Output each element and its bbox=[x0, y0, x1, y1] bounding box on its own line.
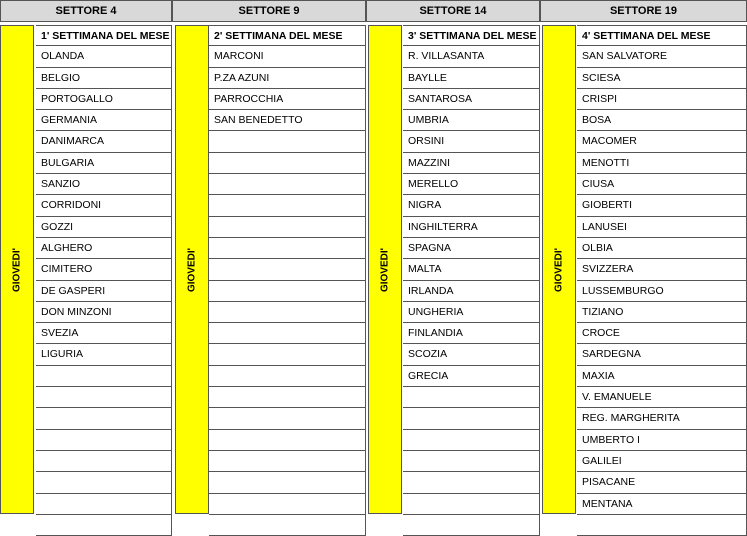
street-row bbox=[36, 366, 172, 387]
street-row: MERELLO bbox=[403, 174, 540, 195]
street-row bbox=[36, 494, 172, 515]
street-row: BULGARIA bbox=[36, 153, 172, 174]
street-list bbox=[403, 25, 540, 536]
street-row: MENOTTI bbox=[577, 153, 747, 174]
street-row: P.ZA AZUNI bbox=[209, 68, 366, 89]
street-row: LUSSEMBURGO bbox=[577, 281, 747, 302]
street-row: SCOZIA bbox=[403, 344, 540, 365]
street-row: R. VILLASANTA bbox=[403, 46, 540, 67]
street-row bbox=[209, 430, 366, 451]
street-row: MARCONI bbox=[209, 46, 366, 67]
street-row: BAYLLE bbox=[403, 68, 540, 89]
street-row: DE GASPERI bbox=[36, 281, 172, 302]
sector-header: SETTORE 19 bbox=[540, 0, 747, 22]
street-row bbox=[403, 387, 540, 408]
street-row bbox=[403, 430, 540, 451]
street-row bbox=[403, 494, 540, 515]
street-row bbox=[209, 366, 366, 387]
sector-header: SETTORE 14 bbox=[366, 0, 540, 22]
street-row: CORRIDONI bbox=[36, 195, 172, 216]
street-row: NIGRA bbox=[403, 195, 540, 216]
street-row: V. EMANUELE bbox=[577, 387, 747, 408]
week-header: 1' SETTIMANA DEL MESE bbox=[36, 25, 172, 46]
street-row: ALGHERO bbox=[36, 238, 172, 259]
street-row: SPAGNA bbox=[403, 238, 540, 259]
street-row: TIZIANO bbox=[577, 302, 747, 323]
street-row: GERMANIA bbox=[36, 110, 172, 131]
day-label-bar bbox=[175, 25, 209, 514]
day-label: GIOVEDI' bbox=[11, 247, 23, 292]
street-row: BELGIO bbox=[36, 68, 172, 89]
day-label: GIOVEDI' bbox=[553, 247, 565, 292]
week-header: 2' SETTIMANA DEL MESE bbox=[209, 25, 366, 46]
street-row: UMBERTO I bbox=[577, 430, 747, 451]
street-row: CROCE bbox=[577, 323, 747, 344]
street-row: MENTANA bbox=[577, 494, 747, 515]
street-row bbox=[209, 323, 366, 344]
street-list bbox=[577, 25, 747, 536]
street-row bbox=[209, 281, 366, 302]
street-row: UNGHERIA bbox=[403, 302, 540, 323]
street-row bbox=[209, 259, 366, 280]
street-row bbox=[209, 302, 366, 323]
street-row bbox=[209, 451, 366, 472]
day-label-bar bbox=[0, 25, 34, 514]
street-row bbox=[209, 494, 366, 515]
street-row bbox=[403, 451, 540, 472]
street-row: PORTOGALLO bbox=[36, 89, 172, 110]
street-row: MALTA bbox=[403, 259, 540, 280]
street-row bbox=[36, 515, 172, 536]
street-row bbox=[209, 238, 366, 259]
sector-header: SETTORE 9 bbox=[172, 0, 366, 22]
street-row bbox=[403, 472, 540, 493]
street-row bbox=[36, 451, 172, 472]
street-row: LIGURIA bbox=[36, 344, 172, 365]
street-row: CIUSA bbox=[577, 174, 747, 195]
street-row: UMBRIA bbox=[403, 110, 540, 131]
street-row: IRLANDA bbox=[403, 281, 540, 302]
street-row bbox=[36, 387, 172, 408]
street-row bbox=[403, 515, 540, 536]
street-row bbox=[209, 131, 366, 152]
street-row: INGHILTERRA bbox=[403, 217, 540, 238]
street-row: DANIMARCA bbox=[36, 131, 172, 152]
street-row: MAZZINI bbox=[403, 153, 540, 174]
street-row: GRECIA bbox=[403, 366, 540, 387]
street-row: OLANDA bbox=[36, 46, 172, 67]
week-header: 3' SETTIMANA DEL MESE bbox=[403, 25, 540, 46]
street-row: PISACANE bbox=[577, 472, 747, 493]
street-row: GOZZI bbox=[36, 217, 172, 238]
street-row: SANTAROSA bbox=[403, 89, 540, 110]
street-row: ORSINI bbox=[403, 131, 540, 152]
street-row: SAN BENEDETTO bbox=[209, 110, 366, 131]
street-row bbox=[209, 344, 366, 365]
street-row bbox=[209, 515, 366, 536]
street-row: DON MINZONI bbox=[36, 302, 172, 323]
street-row bbox=[403, 408, 540, 429]
day-label-bar bbox=[368, 25, 402, 514]
street-row: SANZIO bbox=[36, 174, 172, 195]
street-row: SAN SALVATORE bbox=[577, 46, 747, 67]
street-list bbox=[209, 25, 366, 536]
street-row bbox=[209, 387, 366, 408]
street-row bbox=[209, 174, 366, 195]
street-row bbox=[577, 515, 747, 536]
day-label: GIOVEDI' bbox=[186, 247, 198, 292]
street-row bbox=[36, 472, 172, 493]
street-row: MACOMER bbox=[577, 131, 747, 152]
day-label-bar bbox=[542, 25, 576, 514]
street-row bbox=[209, 472, 366, 493]
street-row: MAXIA bbox=[577, 366, 747, 387]
street-row: CIMITERO bbox=[36, 259, 172, 280]
street-row: LANUSEI bbox=[577, 217, 747, 238]
street-row: GALILEI bbox=[577, 451, 747, 472]
street-row: SCIESA bbox=[577, 68, 747, 89]
street-row: PARROCCHIA bbox=[209, 89, 366, 110]
street-row: SVIZZERA bbox=[577, 259, 747, 280]
street-row bbox=[209, 408, 366, 429]
street-row bbox=[209, 153, 366, 174]
street-row: OLBIA bbox=[577, 238, 747, 259]
day-label: GIOVEDI' bbox=[379, 247, 391, 292]
street-row bbox=[209, 217, 366, 238]
street-row bbox=[36, 408, 172, 429]
sector-header: SETTORE 4 bbox=[0, 0, 172, 22]
week-header: 4' SETTIMANA DEL MESE bbox=[577, 25, 747, 46]
street-row: GIOBERTI bbox=[577, 195, 747, 216]
street-row bbox=[209, 195, 366, 216]
street-row: FINLANDIA bbox=[403, 323, 540, 344]
street-row: REG. MARGHERITA bbox=[577, 408, 747, 429]
street-row: CRISPI bbox=[577, 89, 747, 110]
street-row: SARDEGNA bbox=[577, 344, 747, 365]
street-list bbox=[36, 25, 172, 536]
street-row: BOSA bbox=[577, 110, 747, 131]
street-row bbox=[36, 430, 172, 451]
street-row: SVEZIA bbox=[36, 323, 172, 344]
